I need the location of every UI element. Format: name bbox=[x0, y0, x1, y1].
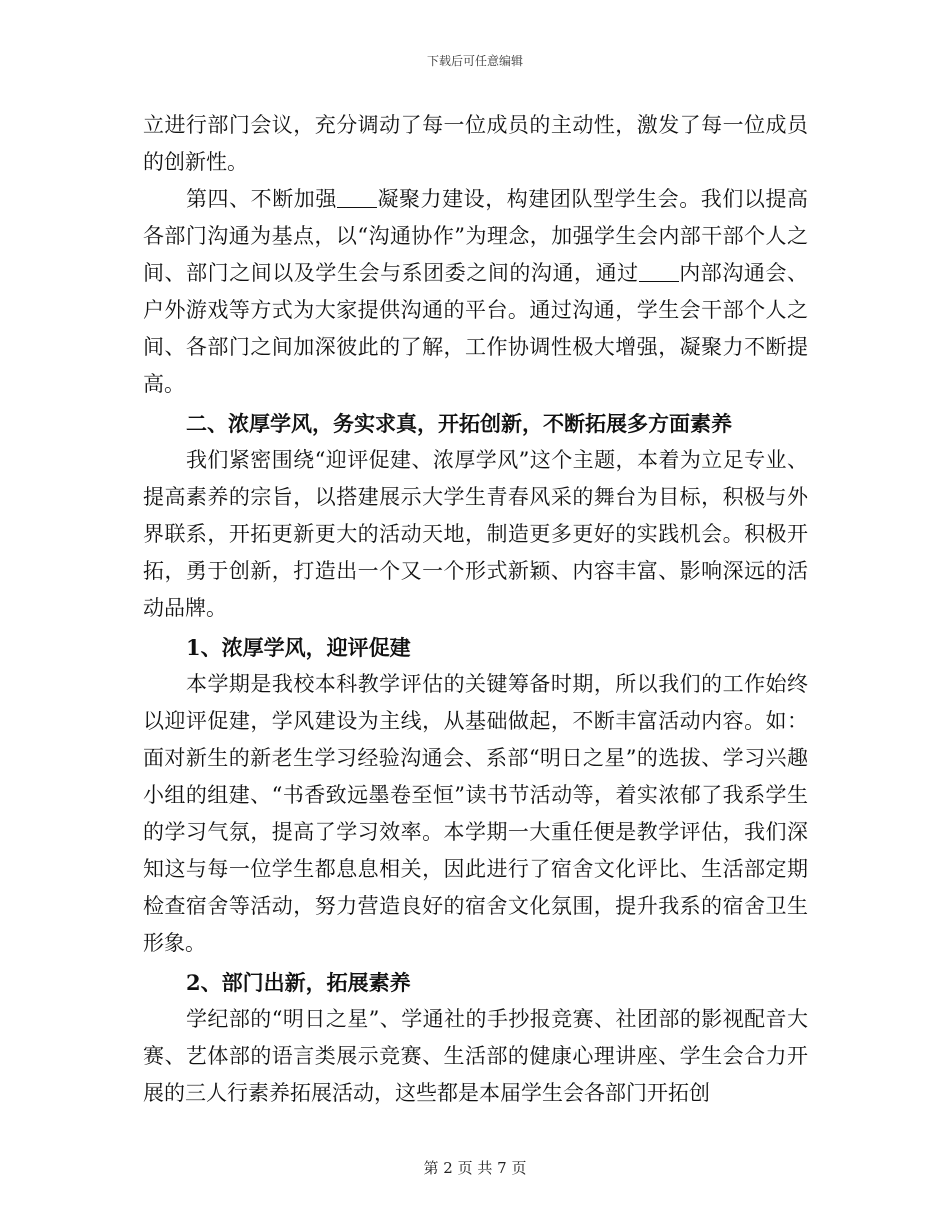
blank-underline bbox=[337, 188, 377, 208]
subsection-heading: 1、浓厚学风，迎评促建 bbox=[186, 635, 411, 660]
text-run: 第四、不断加强 bbox=[186, 187, 337, 211]
paragraph: 学纪部的“明日之星”、学通社的手抄报竞赛、社团部的影视配音大赛、艺体部的语言类展示竞赛、生活部的健康心理讲座、学生会合力开展的三人行素养拓展活动，这些都是本届学生会各部门开拓创 bbox=[143, 1007, 808, 1105]
page-header: 下载后可任意编辑 bbox=[426, 54, 523, 68]
paragraph-section-four bbox=[143, 181, 808, 403]
text-run: 凝聚力建设，构建团队型学生会。我们以提高各部门沟通为基点，以“沟通协作”为理念，加强学生会内部干部个人之间、部门之间以及学生会与系团委之间的沟通，通过 bbox=[143, 187, 808, 285]
paragraph: 我们紧密围绕“迎评促建、浓厚学风”这个主题，本着为立足专业、提高素养的宗旨，以搭建展示大学生青春风采的舞台为目标，积极与外界联系，开拓更新更大的活动天地，制造更多更好的实践机会。积极开拓，勇于创新，打造出一个又一个形式新颖、内容丰富、影响深远的活动品牌。 bbox=[143, 448, 808, 620]
document-body bbox=[143, 107, 808, 1112]
text-run: 内部沟通会、户外游戏等方式为大家提供沟通的平台。通过沟通，学生会干部个人之间、各部门之间加深彼此的了解，工作协调性极大增强，凝聚力不断提高。 bbox=[143, 261, 808, 396]
blank-underline bbox=[639, 262, 679, 282]
page-footer: 第 2 页 共 7 页 bbox=[423, 1159, 527, 1177]
paragraph: 本学期是我校本科教学评估的关键筹备时期，所以我们的工作始终以迎评促建，学风建设为主线，从基础做起，不断丰富活动内容。如：面对新生的新老生学习经验沟通会、系部“明日之星”的选拔、学习兴趣小组的组建、“书香致远墨卷至恒”读书节活动等，着实浓郁了我系学生的学习气氛，提高了学习效率。本学期一大重任便是教学评估，我们深知这与每一位学生都息息相关，因此进行了宿舍文化评比、生活部定期检查宿舍等活动，努力营造良好的宿舍文化氛围，提升我系的宿舍卫生形象。 bbox=[143, 672, 808, 955]
section-heading: 二、浓厚学风，务实求真，开拓创新，不断拓展多方面素养 bbox=[186, 411, 732, 436]
paragraph-continuation: 立进行部门会议，充分调动了每一位成员的主动性，激发了每一位成员的创新性。 bbox=[143, 113, 808, 174]
subsection-heading: 2、部门出新，拓展素养 bbox=[186, 970, 411, 995]
